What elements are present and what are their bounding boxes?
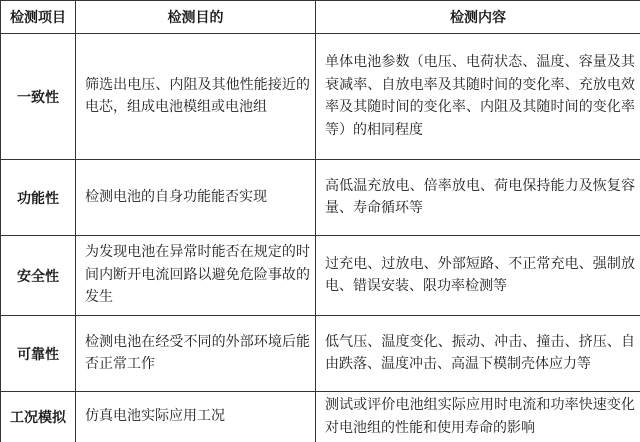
row-content: 高低温充放电、倍率放电、荷电保持能力及恢复容量、寿命循环等 [316,160,640,236]
table-row [1,392,640,442]
header-test-content: 检测内容 [316,1,640,34]
row-purpose: 为发现电池在异常时能否在规定的时间内断开电流回路以避免危险事故的发生 [76,236,316,316]
row-item-safety: 安全性 [1,236,76,316]
row-item-consistency: 一致性 [1,34,76,160]
row-item-condition-simulation: 工况模拟 [1,392,76,442]
row-content: 低气压、温度变化、振动、冲击、撞击、挤压、自由跌落、温度冲击、高温下模制壳体应力等 [316,316,640,392]
row-purpose: 检测电池在经受不同的外部环境后能否正常工作 [76,316,316,392]
table-row [1,34,640,160]
header-test-purpose: 检测目的 [76,1,316,34]
row-item-reliability: 可靠性 [1,316,76,392]
row-content: 测试或评价电池组实际应用时电流和功率快速变化对电池组的性能和使用寿命的影响 [316,392,640,442]
table-header-row [1,1,640,34]
row-purpose: 检测电池的自身功能能否实现 [76,160,316,236]
header-test-item: 检测项目 [1,1,76,34]
row-content: 过充电、过放电、外部短路、不正常充电、强制放电、错误安装、限功率检测等 [316,236,640,316]
row-item-functionality: 功能性 [1,160,76,236]
row-purpose: 筛选出电压、内阻及其他性能接近的电芯，组成电池模组或电池组 [76,34,316,160]
table-row [1,316,640,392]
row-content: 单体电池参数（电压、电荷状态、温度、容量及其衰减率、自放电率及其随时间的变化率、充放电效率及其随时间的变化率、内阻及其随时间的变化率等）的相同程度 [316,34,640,160]
table-row [1,236,640,316]
row-purpose: 仿真电池实际应用工况 [76,392,316,442]
table-row [1,160,640,236]
